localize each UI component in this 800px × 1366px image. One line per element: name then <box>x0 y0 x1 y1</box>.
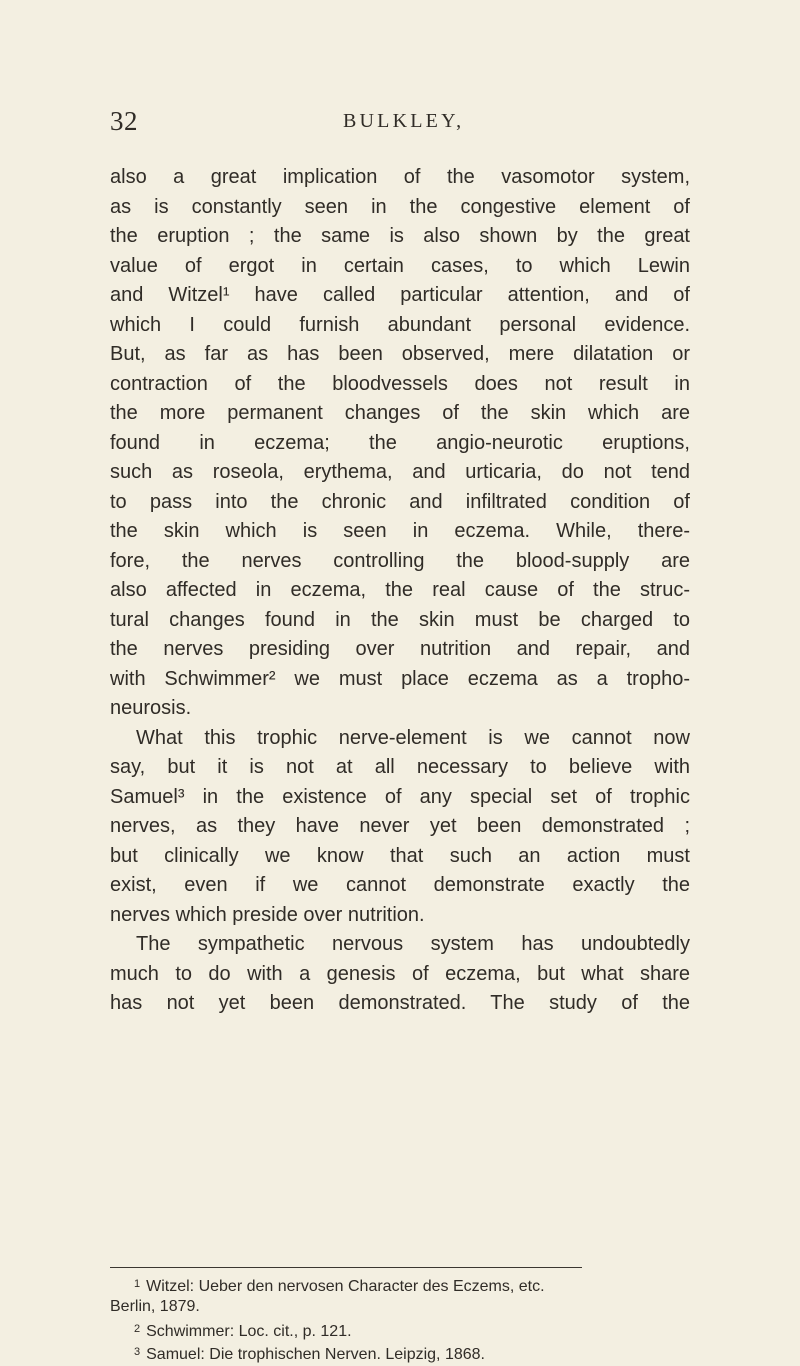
footnote-2 <box>110 1318 690 1341</box>
text-line: has not yet been demonstrated. The study of the <box>110 992 690 1014</box>
text-line: Samuel³ in the existence of any special set of trophic <box>110 785 690 808</box>
text-line: neurosis. <box>110 697 192 719</box>
text-line: nerves, as they have never yet been demonstrated ; <box>110 815 690 837</box>
text-line: found in eczema; the angio-neurotic eruptions, <box>110 431 690 454</box>
page-number: 32 <box>110 106 138 136</box>
text-line: the skin which is seen in eczema. While, there- <box>110 520 690 542</box>
body-text <box>110 163 690 1019</box>
text-line: such as roseola, erythema, and urticaria, do not tend <box>110 461 690 483</box>
text-line: What this trophic nerve-element is we cannot now <box>136 726 690 749</box>
footnote-3 <box>110 1341 690 1364</box>
running-title: BULKLEY, <box>343 110 465 132</box>
footnotes <box>110 1273 690 1363</box>
text-line: contraction of the bloodvessels does not result in <box>110 372 690 395</box>
text-line: But, as far as has been observed, mere dilatation or <box>110 343 690 365</box>
text-line: also a great implication of the vasomotor system, <box>110 166 690 188</box>
text-line: and Witzel¹ have called particular attention, and of <box>110 284 690 306</box>
text-line: the nerves presiding over nutrition and repair, and <box>110 638 690 660</box>
footnote-number: 1 <box>134 1278 141 1290</box>
text-line: fore, the nerves controlling the blood-supply are <box>110 549 690 572</box>
footnote-1 <box>110 1273 690 1296</box>
text-line: to pass into the chronic and infiltrated condition of <box>110 490 690 513</box>
text-line: but clinically we know that such an action must <box>110 844 690 867</box>
text-line: the eruption ; the same is also shown by the great <box>110 225 690 247</box>
footnote-number: 3 <box>134 1345 141 1358</box>
text-line: with Schwimmer² we must place eczema as a tropho- <box>110 667 690 690</box>
footnote-text: Samuel: Die trophischen Nerven. Leipzig, 1868. <box>146 1345 485 1363</box>
text-line: also affected in eczema, the real cause of the struc- <box>110 579 690 601</box>
footnote-divider <box>110 1267 582 1268</box>
footnote-number: 2 <box>134 1323 141 1335</box>
text-line: say, but it is not at all necessary to believe with <box>110 756 690 778</box>
text-line: which I could furnish abundant personal evidence. <box>110 313 690 336</box>
text-line: exist, even if we cannot demonstrate exactly the <box>110 874 690 896</box>
footnote-text: Schwimmer: Loc. cit., p. 121. <box>146 1323 352 1340</box>
text-line: tural changes found in the skin must be charged to <box>110 608 690 631</box>
text-line: The sympathetic nervous system has undoubtedly <box>136 933 690 955</box>
running-head <box>110 106 690 142</box>
footnote-1-continued: Berlin, 1879. <box>110 1297 200 1315</box>
text-line: nerves which preside over nutrition. <box>110 903 425 926</box>
text-line: much to do with a genesis of eczema, but what share <box>110 962 690 985</box>
text-line: the more permanent changes of the skin which are <box>110 402 690 424</box>
footnote-text: Witzel: Ueber den nervosen Character des Eczems, etc. <box>146 1278 545 1295</box>
text-line: as is constantly seen in the congestive element of <box>110 195 690 218</box>
text-line: value of ergot in certain cases, to which Lewin <box>110 254 690 277</box>
